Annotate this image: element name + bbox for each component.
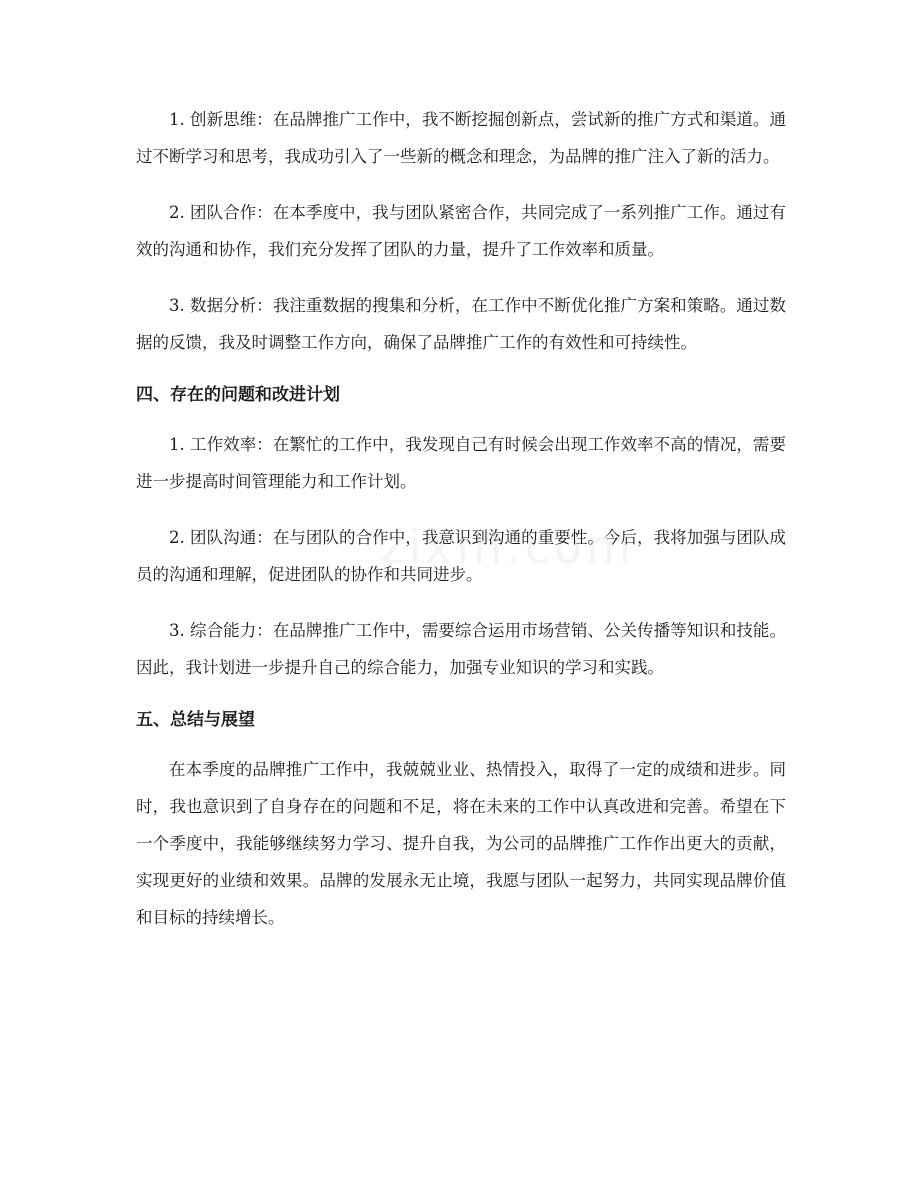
strength-item-1: 1. 创新思维：在品牌推广工作中，我不断挖掘创新点，尝试新的推广方式和渠道。通过不断学习和思考，我成功引入了一些新的概念和理念，为品牌的推广注入了新的活力。: [136, 110, 786, 166]
strength-item-2: 2. 团队合作：在本季度中，我与团队紧密合作，共同完成了一系列推广工作。通过有效的沟通和协作，我们充分发挥了团队的力量，提升了工作效率和质量。: [136, 203, 786, 259]
strength-item-3: 3. 数据分析：我注重数据的搜集和分析，在工作中不断优化推广方案和策略。通过数据的反馈，我及时调整工作方向，确保了品牌推广工作的有效性和可持续性。: [136, 296, 786, 352]
issue-item-2: 2. 团队沟通：在与团队的合作中，我意识到沟通的重要性。今后，我将加强与团队成员的沟通和理解，促进团队的协作和共同进步。: [136, 528, 786, 584]
section-4-heading: 四、存在的问题和改进计划: [136, 385, 340, 405]
document-page: [136, 101, 786, 955]
section-5-heading: 五、总结与展望: [136, 710, 255, 730]
issue-item-1: 1. 工作效率：在繁忙的工作中，我发现自己有时候会出现工作效率不高的情况，需要进一步提高时间管理能力和工作计划。: [136, 435, 786, 491]
summary-paragraph: 在本季度的品牌推广工作中，我兢兢业业、热情投入，取得了一定的成绩和进步。同时，我也意识到了自身存在的问题和不足，将在未来的工作中认真改进和完善。希望在下一个季度中，我能够继续努力学习、提升自我，为公司的品牌推广工作作出更大的贡献，实现更好的业绩和效果。品牌的发展永无止境，我愿与团队一起努力，共同实现品牌价值和目标的持续增长。: [136, 760, 786, 927]
issue-item-3: 3. 综合能力：在品牌推广工作中，需要综合运用市场营销、公关传播等知识和技能。因此，我计划进一步提升自己的综合能力，加强专业知识的学习和实践。: [136, 621, 786, 677]
